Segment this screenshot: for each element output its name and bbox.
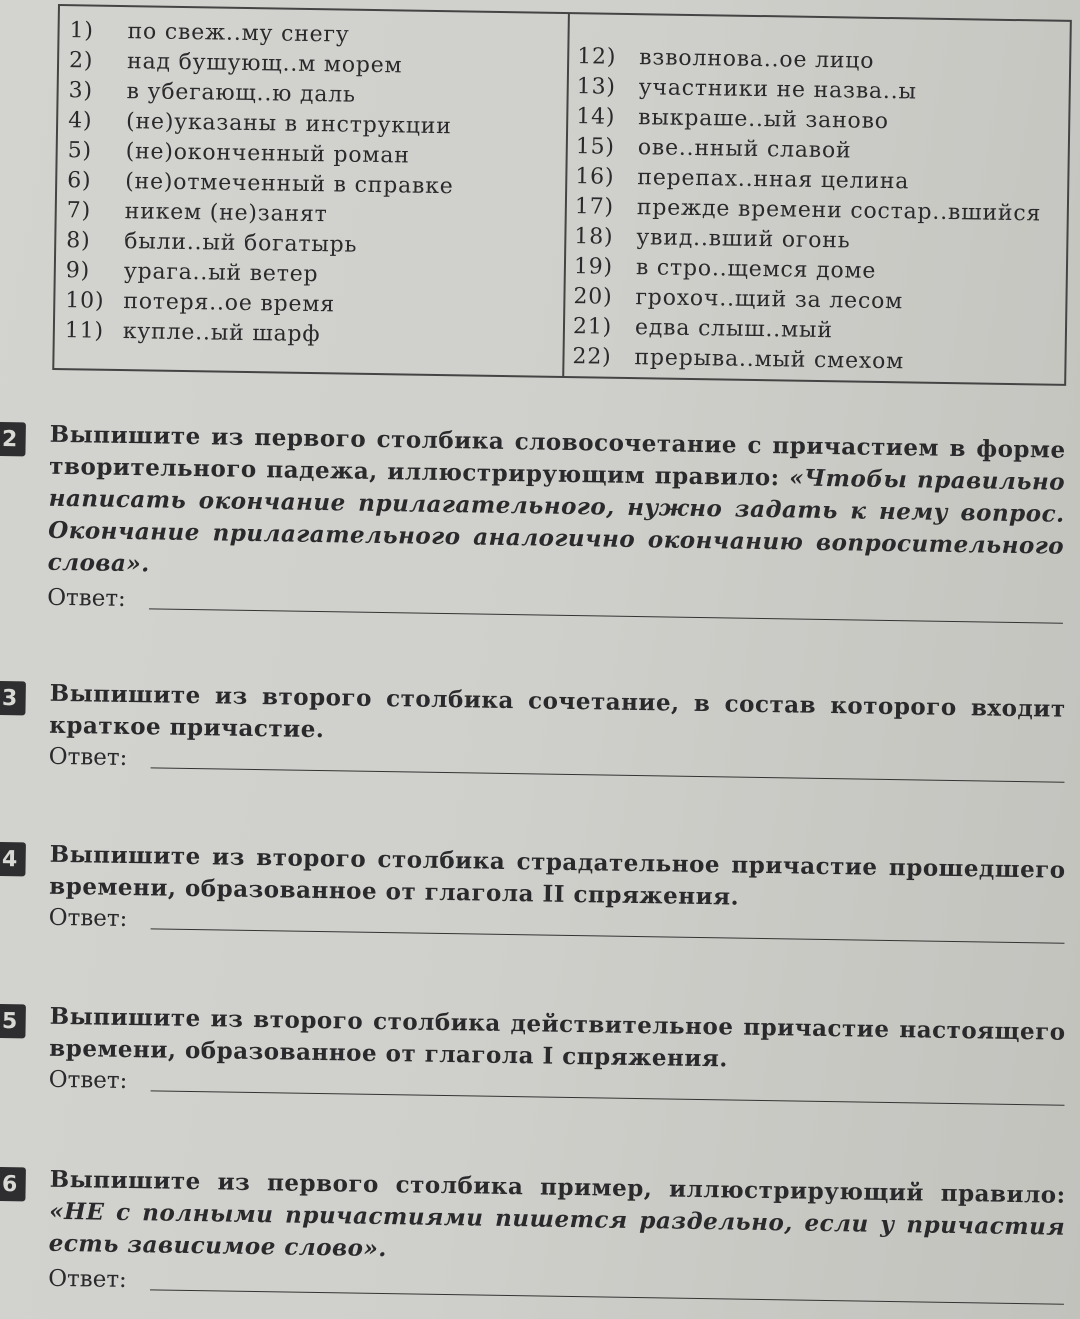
answer-line[interactable] [151, 767, 1065, 782]
task-2 [0, 418, 1080, 612]
task-question: Выпишите из второго столбика сочетание, в состав которого входит краткое причастие. [49, 679, 1066, 744]
table-row: 21) едва слыш..мый [572, 314, 833, 344]
task-6 [0, 1163, 1080, 1294]
task-question: Выпишите из второго столбика страдательное причастие прошедшего времени, образованное от глагола II спряжения. [49, 840, 1066, 911]
task-5 [0, 1000, 1080, 1095]
task-question: Выпишите из второго столбика действительное причастие настоящего времени, образованное от глагола I спряжения. [49, 1002, 1066, 1073]
task-4 [0, 838, 1080, 933]
table-row: 9) урага..ый ветер [65, 258, 319, 288]
answer-line[interactable] [151, 1090, 1065, 1105]
table-row: 17) прежде времени состар..вшийся [574, 194, 1042, 227]
table-row: 7) никем (не)занят [66, 198, 328, 228]
table-row: 20) грохоч..щий за лесом [573, 284, 904, 315]
table-row: 15) ове..нный славой [575, 134, 852, 164]
table-row: 19) в стро..щемся доме [573, 254, 877, 284]
task-number-badge: 5 [0, 1004, 26, 1038]
task-question: Выпишите из первого столбика словосочетание с причастием в форме творительного падежа, иллюстрирующим правило: «Чтобы правильно написать окончание прилагательного, нужно задать к нему вопрос. Окончание прилагательного аналогично окончанию вопросительного слова». [47, 420, 1066, 578]
word-table [52, 4, 1072, 386]
answer-line[interactable] [151, 928, 1065, 943]
table-column-1 [54, 6, 570, 376]
table-row: 16) перепах..нная целина [575, 164, 910, 195]
answer-label: Ответ: [47, 1265, 128, 1294]
task-question: Выпишите из первого столбика пример, иллюстрирующий правило: «НЕ с полными причастиями пишется раздельно, если у причастия есть зависимое слово». [48, 1165, 1066, 1263]
table-row: 2) над бушующ..м морем [68, 48, 403, 79]
table-row: 22) прерыва..мый смехом [572, 344, 905, 375]
answer-label: Ответ: [46, 584, 127, 612]
answer-line[interactable] [150, 1289, 1064, 1304]
table-row: 6) (не)отмеченный в справке [67, 168, 454, 200]
table-row: 1) по свеж..му снегу [69, 18, 350, 48]
table-row: 12) взволнова..ое лицо [577, 44, 875, 74]
answer-line[interactable] [149, 608, 1063, 623]
answer-label: Ответ: [48, 904, 128, 933]
answer-label: Ответ: [48, 743, 128, 772]
table-column-2 [562, 14, 1070, 384]
table-row: 18) увид..вший огонь [574, 224, 851, 254]
table-row: 13) участники не назва..ы [576, 74, 918, 105]
task-number-badge: 3 [0, 681, 26, 715]
table-row: 14) выкраше..ый заново [576, 104, 889, 135]
task-number-badge: 6 [0, 1167, 26, 1201]
answer-label: Ответ: [48, 1066, 128, 1095]
task-3 [0, 677, 1080, 772]
table-row: 4) (не)указаны в инструкции [67, 108, 452, 140]
table-row: 8) были..ый богатырь [66, 228, 358, 258]
table-row: 5) (не)оконченный роман [67, 138, 410, 169]
task-number-badge: 2 [0, 422, 26, 456]
table-row: 10) потеря..ое время [65, 288, 336, 318]
task-number-badge: 4 [0, 842, 26, 876]
table-row: 3) в убегающ..ю даль [68, 78, 356, 108]
table-row: 11) купле..ый шарф [64, 318, 321, 348]
